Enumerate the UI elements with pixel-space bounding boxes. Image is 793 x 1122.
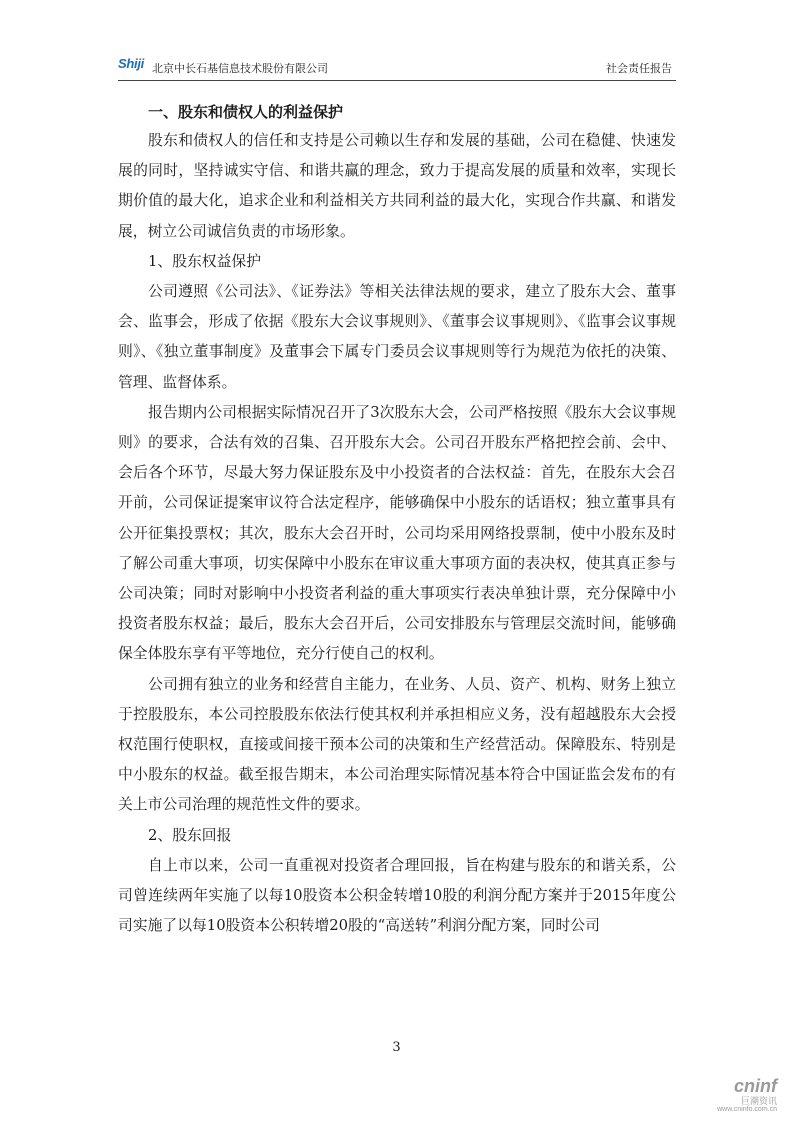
paragraph: 自上市以来，公司一直重视对投资者合理回报，旨在构建与股东的和谐关系，公司曾连续两年实施了以每10股资本公积金转增10股的利润分配方案并于2015年度公司实施了以每10股资本公积转增20股的“高送转”利润分配方案，同时公司: [118, 856, 676, 935]
paragraph: 公司拥有独立的业务和经营自主能力，在业务、人员、资产、机构、财务上独立于控股股东，本公司控股股东依法行使其权利并承担相应义务，没有超越股东大会授权范围行使职权，直接或间接干预本公司的决策和生产经营活动。保障股东、特别是中小股东的权益。截至报告期末，本公司治理实际情况基本符合中国证监会发布的有关上市公司治理的规范性文件的要求。: [118, 675, 676, 814]
report-type: 社会责任报告: [606, 62, 672, 75]
page-header: [118, 56, 676, 81]
section-title: 一、股东和债权人的利益保护: [148, 103, 344, 121]
company-name: 北京中长石基信息技术股份有限公司: [152, 62, 328, 75]
subsection-title-shareholder-rights: 1、股东权益保护: [148, 252, 261, 270]
intro-paragraph: 股东和债权人的信任和支持是公司赖以生存和发展的基础，公司在稳健、快速发展的同时，坚持诚实守信、和谐共赢的理念，致力于提高发展的质量和效率，实现长期价值的最大化，追求企业和利益相关方共同利益的最大化，实现合作共赢、和谐发展，树立公司诚信负责的市场形象。: [118, 132, 676, 240]
paragraph: 公司遵照《公司法》、《证券法》等相关法律法规的要求，建立了股东大会、董事会、监事会，形成了依据《股东大会议事规则》、《董事会议事规则》、《监事会议事规则》、《独立董事制度》及董事会下属专门委员会议事规则等行为规范为依托的决策、管理、监督体系。: [118, 283, 676, 391]
company-logo: Shiji: [118, 56, 144, 71]
cninfo-watermark: [713, 1076, 777, 1112]
watermark-url: www.cninfo.com.cn: [717, 1106, 777, 1113]
watermark-cn-name: 巨潮资讯: [740, 1096, 777, 1106]
page-number: 3: [392, 1040, 401, 1055]
document-body: [118, 98, 676, 941]
watermark-brand: cninf: [734, 1076, 777, 1096]
paragraph: 报告期内公司根据实际情况召开了3次股东大会，公司严格按照《股东大会议事规则》的要求，合法有效的召集、召开股东大会。公司召开股东严格把控会前、会中、会后各个环节，尽最大努力保证股东及中小投资者的合法权益：首先，在股东大会召开前，公司保证提案审议符合法定程序，能够确保中小股东的话语权；独立董事具有公开征集投票权；其次，股东大会召开时，公司均采用网络投票制，使中小股东及时了解公司重大事项，切实保障中小股东在审议重大事项方面的表决权，使其真正参与公司决策；同时对影响中小投资者利益的重大事项实行表决单独计票，充分保障中小投资者股东权益；最后，股东大会召开后，公司安排股东与管理层交流时间，能够确保全体股东享有平等地位，充分行使自己的权利。: [118, 403, 676, 663]
subsection-title-shareholder-returns: 2、股东回报: [148, 826, 232, 844]
